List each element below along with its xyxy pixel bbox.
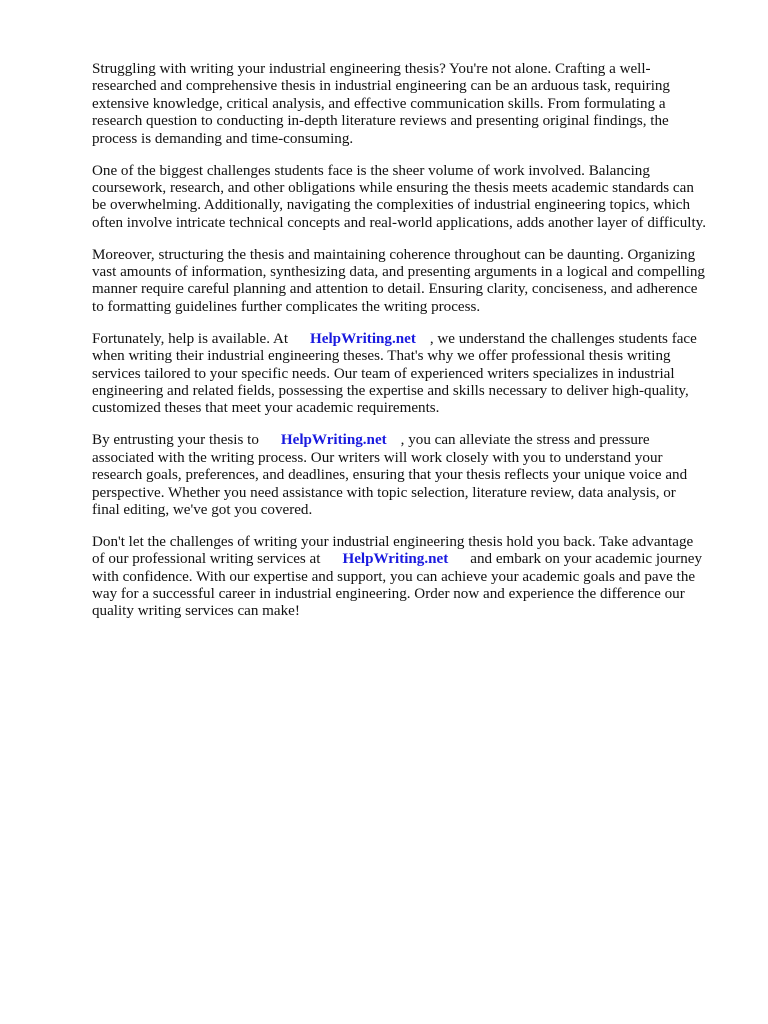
text-segment: of our professional writing services at	[92, 551, 321, 568]
text-segment: Fortunately, help is available. At	[92, 330, 289, 347]
text-line: One of the biggest challenges students face is the sheer volume of work involved. Balancing	[92, 162, 650, 179]
text-segment: , we understand the challenges students face	[429, 330, 697, 347]
text-line: research question to conducting in-depth literature reviews and presenting original findings, the	[92, 113, 669, 130]
text-line: often involve intricate technical concepts and real-world applications, adds another layer of difficulty.	[92, 214, 707, 231]
text-line: when writing their industrial engineering theses. That's why we offer professional thesis writing	[92, 348, 671, 365]
text-line: engineering and related fields, possessing the expertise and skills necessary to deliver high-quality,	[92, 383, 689, 399]
paragraph-entrusting	[92, 432, 732, 519]
paragraph-help-available	[92, 331, 732, 418]
text-line: Moreover, structuring the thesis and maintaining coherence throughout can be daunting. Organizing	[92, 246, 696, 263]
text-line: manner require careful planning and attention to detail. Ensuring clarity, conciseness, and adherence	[92, 281, 698, 298]
text-line: services tailored to your specific needs. Our team of experienced writers specializes in industrial	[92, 365, 675, 382]
text-line: extensive knowledge, critical analysis, and effective communication skills. From formulating a	[92, 95, 666, 112]
text-line: researched and comprehensive thesis in industrial engineering can be an arduous task, requiring	[92, 78, 670, 95]
paragraph-intro	[92, 61, 732, 148]
text-line: be overwhelming. Additionally, navigating the complexities of industrial engineering topics, which	[92, 197, 691, 214]
helpwriting-link[interactable]: HelpWriting.net	[310, 330, 416, 347]
text-line: customized theses that meet your academic requirements.	[92, 400, 440, 417]
paragraph-conclusion	[92, 534, 732, 621]
text-line: way for a successful career in industrial engineering. Order now and experience the difference our	[92, 586, 685, 603]
helpwriting-link[interactable]: HelpWriting.net	[342, 551, 449, 568]
text-line	[92, 432, 732, 449]
text-segment: and embark on your academic journey	[470, 551, 703, 568]
text-line: final editing, we've got you covered.	[92, 501, 313, 518]
text-line	[92, 551, 732, 568]
text-line: vast amounts of information, synthesizing data, and presenting arguments in a logical and compelling	[92, 264, 705, 281]
text-segment: , you can alleviate the stress and pressure	[400, 432, 650, 449]
text-segment: By entrusting your thesis to	[92, 432, 259, 449]
text-line: Struggling with writing your industrial engineering thesis? You're not alone. Crafting a well-	[92, 61, 651, 77]
document-body	[92, 61, 732, 635]
helpwriting-link[interactable]: HelpWriting.net	[280, 432, 387, 449]
text-line: coursework, research, and other obligations while ensuring the thesis meets academic standards can	[92, 179, 694, 196]
text-line: research goals, preferences, and deadlines, ensuring that your thesis reflects your unique voice and	[92, 467, 688, 484]
text-line: associated with the writing process. Our writers will work closely with you to understand your	[92, 449, 663, 466]
text-line: process is demanding and time-consuming.	[92, 130, 354, 147]
text-line: Don't let the challenges of writing your industrial engineering thesis hold you back. Take advantage	[92, 533, 694, 550]
text-line: to formatting guidelines further complicates the writing process.	[92, 298, 481, 315]
paragraph-structuring	[92, 247, 732, 317]
text-line: quality writing services can make!	[92, 603, 300, 620]
text-line: perspective. Whether you need assistance with topic selection, literature review, data analysis, or	[92, 484, 676, 501]
text-line	[92, 331, 732, 348]
text-line: with confidence. With our expertise and support, you can achieve your academic goals and pave the	[92, 568, 696, 585]
paragraph-challenges	[92, 163, 732, 233]
